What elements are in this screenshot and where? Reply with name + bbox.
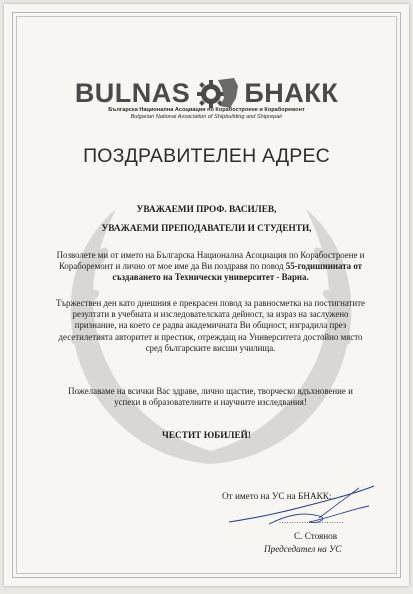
document-title: ПОЗДРАВИТЕЛЕН АДРЕС (83, 145, 330, 167)
paragraph-1-text: Позволете ми от името на Българска Национална Асоциация по Корабостроене и Кораборемонт и лично от мое име да Ви поздравя по повод (56, 250, 365, 272)
closing-line: ЧЕСТИТ ЮБИЛЕЙ! (162, 431, 251, 441)
paragraph-achievements: Тържествен ден като днешния е прекрасен повод за равносметка на постигнатите резултати в учебната и изследователската дейност, за израз на заслужено признание, на което се радва академичната Ви общност, изградила през десетилетията авторитет и престиж, отреждащ на Университета достойно място сред българските висши училища. (56, 298, 365, 353)
association-name-en: Bulgarian National Association of Shipbuilding and Shiprepair (130, 114, 283, 120)
logo-bulnas: BULNAS (74, 77, 191, 108)
paragraph-1-bold: 55-годишнината от създаването на Технически университет - Варна. (112, 261, 363, 283)
association-name-bg: Българска Национална Асоциация по Корабостроене и Кораборемонт (108, 107, 305, 113)
paragraph-congratulations (54, 250, 367, 284)
signature-line: .......................... (279, 516, 344, 525)
signatory-name: С. Стоянов (294, 531, 338, 541)
paragraph-wishes: Пожелаваме на всички Вас здраве, лично щастие, творческо вдъхновение и успехи в образователните и научните изследвания! (68, 386, 353, 408)
certificate-page (4, 4, 409, 586)
logo-bnakk: БНАКК (244, 77, 339, 108)
signature-intro: От името на УС на БНАКК: (222, 491, 332, 501)
signatory-role: Председател на УС (264, 544, 342, 554)
handwritten-signature (209, 478, 379, 534)
greeting-staff-students: УВАЖАЕМИ ПРЕПОДАВАТЕЛИ И СТУДЕНТИ, (101, 224, 312, 234)
greeting-professor: УВАЖАЕМИ ПРОФ. ВАСИЛЕВ, (136, 205, 277, 215)
